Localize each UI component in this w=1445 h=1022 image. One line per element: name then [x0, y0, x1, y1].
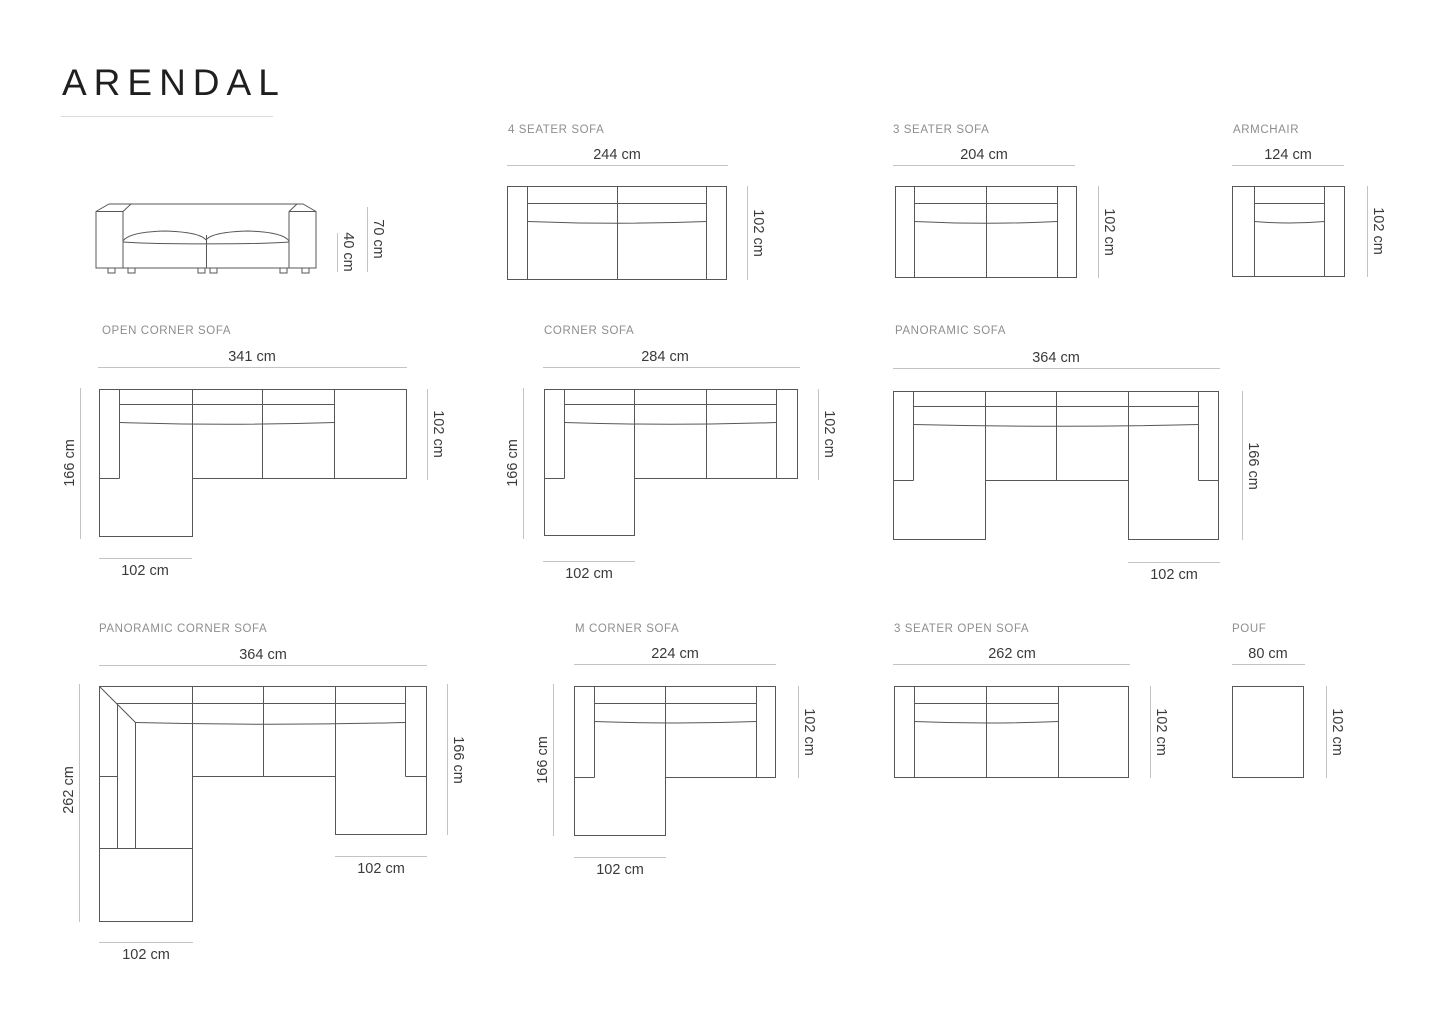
- dim-line-width: [893, 368, 1220, 369]
- dim-line-depth: [747, 186, 748, 280]
- top-view-drawing: [574, 686, 776, 836]
- dim-line-body-depth: [818, 389, 819, 480]
- dim-depth: 102 cm: [1153, 708, 1169, 756]
- dim-line-body-depth: [427, 389, 428, 480]
- top-view-drawing: [544, 389, 798, 536]
- dim-line-left-chaise: [99, 942, 193, 943]
- section-label: M CORNER SOFA: [575, 623, 680, 635]
- dim-line-width: [98, 367, 407, 368]
- dim-width: 80 cm: [1248, 646, 1288, 662]
- dim-chaise: 102 cm: [1150, 567, 1198, 583]
- dim-line-total-depth: [1242, 391, 1243, 540]
- dim-chaise: 102 cm: [596, 862, 644, 878]
- section-label: 4 SEATER SOFA: [508, 124, 605, 136]
- dim-total-depth: 166 cm: [535, 736, 551, 784]
- dim-line-chaise: [99, 558, 192, 559]
- dim-line-width: [1232, 664, 1305, 665]
- dim-width: 124 cm: [1264, 147, 1312, 163]
- top-view-drawing: [99, 686, 427, 922]
- section-label: 3 SEATER OPEN SOFA: [894, 623, 1030, 635]
- section-label: OPEN CORNER SOFA: [102, 325, 232, 337]
- section-label: POUF: [1232, 623, 1267, 635]
- section-label: PANORAMIC SOFA: [895, 325, 1007, 337]
- dim-line-right-depth: [447, 684, 448, 835]
- dim-seat-height: 40 cm: [340, 232, 356, 272]
- top-view-drawing: [893, 391, 1219, 540]
- dim-left-depth: 262 cm: [61, 766, 77, 814]
- dim-line-chaise: [574, 857, 666, 858]
- dim-total-height: 70 cm: [370, 219, 386, 259]
- dim-right-chaise: 102 cm: [357, 861, 405, 877]
- dim-line-width: [1232, 165, 1344, 166]
- dim-depth: 102 cm: [1329, 708, 1345, 756]
- dim-width: 341 cm: [228, 349, 276, 365]
- dim-line-width: [893, 165, 1075, 166]
- dim-line-depth: [1098, 186, 1099, 278]
- dim-body-depth: 102 cm: [801, 708, 817, 756]
- dim-width: 284 cm: [641, 349, 689, 365]
- dim-line-left-depth: [79, 684, 80, 922]
- section-label: CORNER SOFA: [544, 325, 635, 337]
- dim-total-depth: 166 cm: [62, 439, 78, 487]
- dim-line-width: [543, 367, 800, 368]
- dim-line-body-depth: [798, 686, 799, 778]
- title-underline: [61, 116, 273, 117]
- dim-line-right-chaise: [335, 856, 427, 857]
- top-view-drawing: [894, 686, 1129, 778]
- dim-line-depth: [1326, 686, 1327, 778]
- dim-width: 364 cm: [1032, 350, 1080, 366]
- dim-right-depth: 166 cm: [450, 736, 466, 784]
- dim-width: 224 cm: [651, 646, 699, 662]
- dim-line-width: [507, 165, 728, 166]
- section-label: ARMCHAIR: [1233, 124, 1300, 136]
- dim-width: 262 cm: [988, 646, 1036, 662]
- dim-chaise: 102 cm: [121, 563, 169, 579]
- dim-line-total-height: [367, 207, 368, 272]
- dim-line-depth: [1150, 686, 1151, 778]
- dim-line-total-depth: [553, 684, 554, 836]
- dim-width: 244 cm: [593, 147, 641, 163]
- dim-body-depth: 102 cm: [430, 410, 446, 458]
- dim-depth: 102 cm: [1101, 208, 1117, 256]
- dim-depth: 102 cm: [1370, 207, 1386, 255]
- dim-depth: 102 cm: [750, 209, 766, 257]
- top-view-drawing: [507, 186, 727, 280]
- dim-width: 204 cm: [960, 147, 1008, 163]
- top-view-drawing: [99, 389, 407, 537]
- top-view-drawing: [895, 186, 1077, 278]
- dim-width: 364 cm: [239, 647, 287, 663]
- top-view-drawing: [1232, 686, 1304, 778]
- dim-line-total-depth: [523, 388, 524, 539]
- dim-line-depth: [1367, 186, 1368, 277]
- top-view-drawing: [1232, 186, 1345, 277]
- dim-line-width: [893, 664, 1130, 665]
- dim-line-width: [99, 665, 427, 666]
- dim-line-chaise: [543, 561, 635, 562]
- dim-body-depth: 102 cm: [821, 410, 837, 458]
- section-label: PANORAMIC CORNER SOFA: [99, 623, 268, 635]
- dim-total-depth: 166 cm: [1245, 442, 1261, 490]
- dim-left-chaise: 102 cm: [122, 947, 170, 963]
- side-view-drawing: [95, 202, 320, 277]
- dim-total-depth: 166 cm: [505, 439, 521, 487]
- dim-line-total-depth: [80, 388, 81, 539]
- dim-line-chaise: [1128, 562, 1220, 563]
- dim-line-width: [574, 664, 776, 665]
- dim-line-seat-height: [337, 233, 338, 272]
- section-label: 3 SEATER SOFA: [893, 124, 990, 136]
- page-title: ARENDAL: [62, 62, 286, 103]
- dim-chaise: 102 cm: [565, 566, 613, 582]
